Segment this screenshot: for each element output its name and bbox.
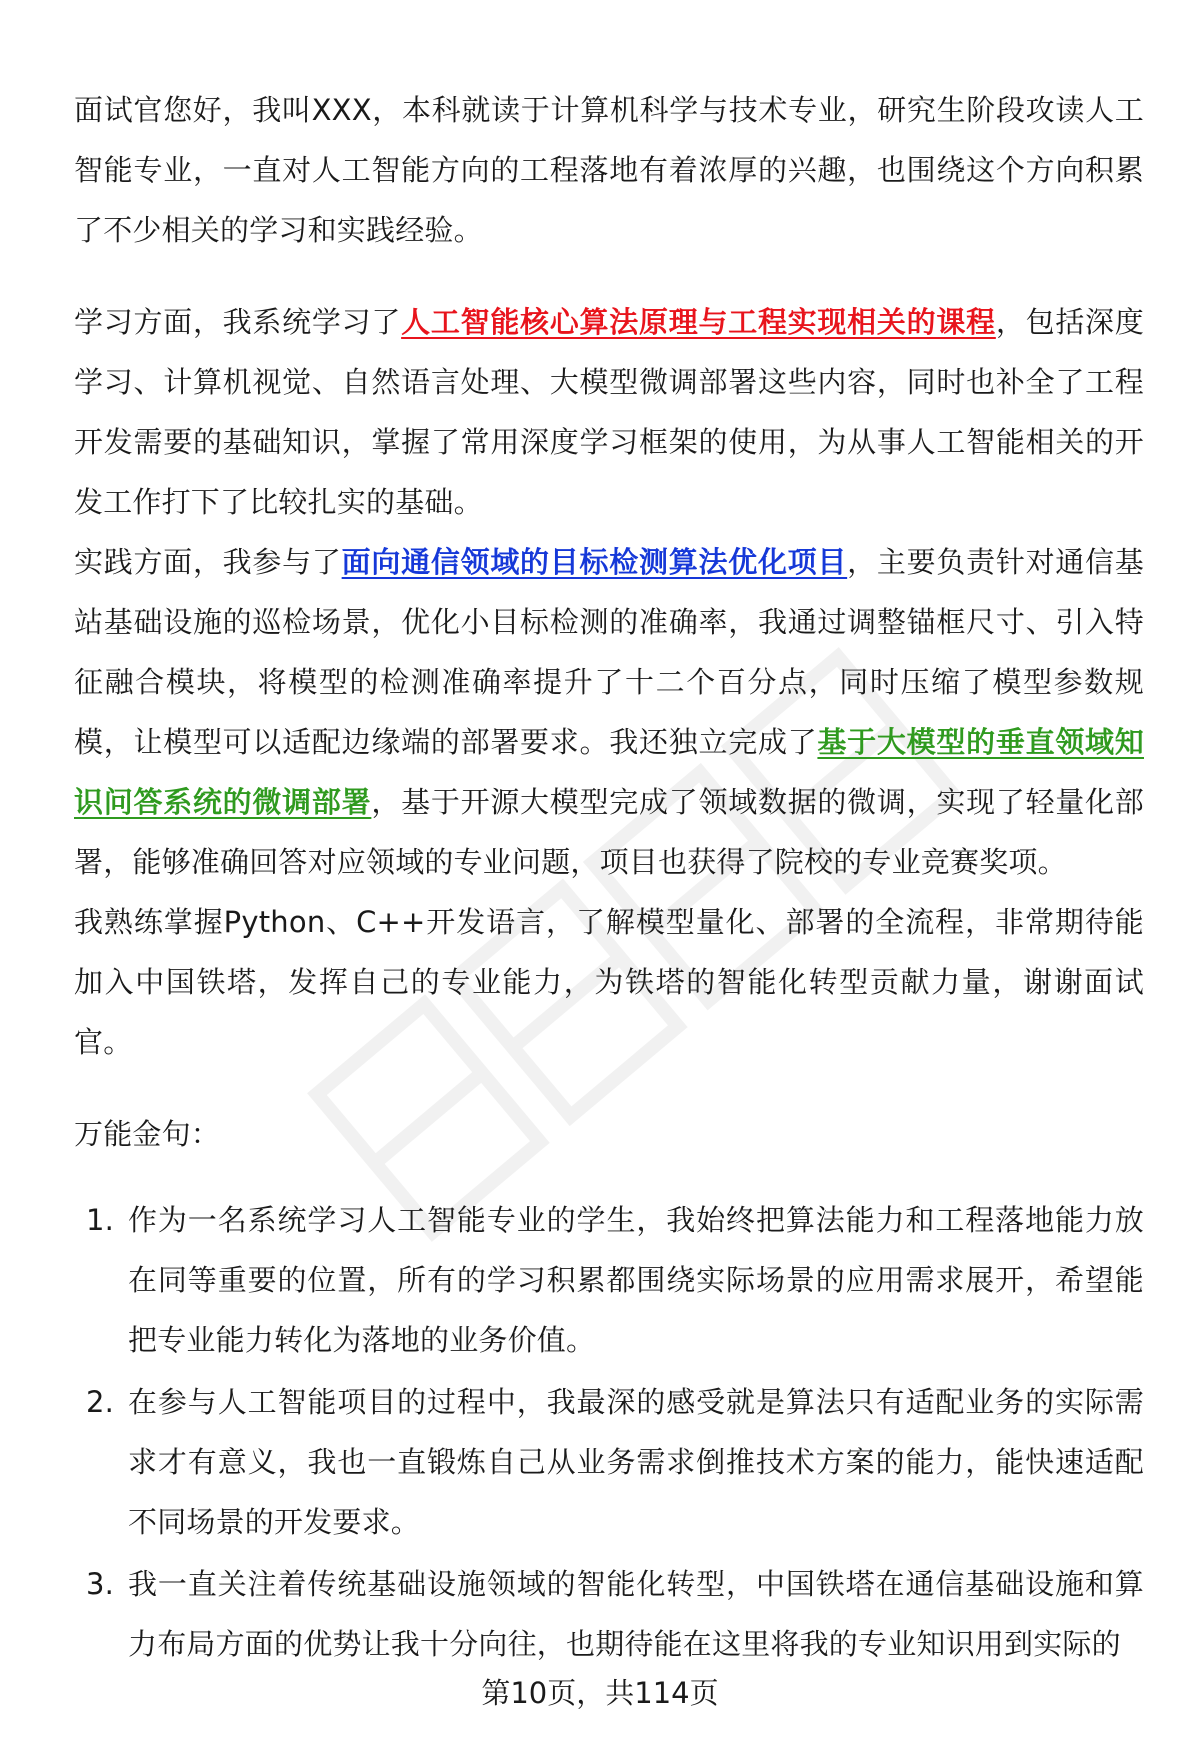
- page-number-label: 第10页，共114页: [481, 1676, 719, 1710]
- list-item-text: 在参与人工智能项目的过程中，我最深的感受就是算法只有适配业务的实际需求才有意义，我也一直锻炼自己从业务需求倒推技术方案的能力，能快速适配不同场景的开发要求。: [128, 1385, 1144, 1539]
- list-item-number: 3.: [86, 1567, 115, 1601]
- practice-paragraph: [74, 532, 1144, 892]
- practice-prefix: 实践方面，我参与了: [74, 545, 342, 579]
- study-suffix: ，包括深度学习、计算机视觉、自然语言处理、大模型微调部署这些内容，同时也补全了工程开发需要的基础知识，掌握了常用深度学习框架的使用，为从事人工智能相关的开发工作打下了比较扎实的基础。: [74, 305, 1144, 519]
- study-prefix: 学习方面，我系统学习了: [74, 305, 402, 339]
- list-item-text: 作为一名系统学习人工智能专业的学生，我始终把算法能力和工程落地能力放在同等重要的位置，所有的学习积累都围绕实际场景的应用需求展开，希望能把专业能力转化为落地的业务价值。: [128, 1203, 1144, 1357]
- practice-middle: ，主要负责针对通信基站基础设施的巡检场景，优化小目标检测的准确率，我通过调整锚框尺寸、引入特征融合模块，将模型的检测准确率提升了十二个百分点，同时压缩了模型参数规模，让模型可以适配边缘端的部署要求。我还独立完成了: [74, 545, 1144, 759]
- practice-suffix: ，基于开源大模型完成了领域数据的微调，实现了轻量化部署，能够准确回答对应领域的专业问题，项目也获得了院校的专业竞赛奖项。: [74, 785, 1144, 879]
- intro-paragraph: [74, 80, 1144, 260]
- list-item: [74, 1554, 1144, 1674]
- study-highlight: 人工智能核心算法原理与工程实现相关的课程: [401, 305, 996, 339]
- closing-text: 我熟练掌握Python、C++开发语言，了解模型量化、部署的全流程，非常期待能加入中国铁塔，发挥自己的专业能力，为铁塔的智能化转型贡献力量，谢谢面试官。: [74, 905, 1144, 1059]
- main-content: [74, 80, 1144, 1676]
- list-item: [74, 1372, 1144, 1552]
- closing-paragraph: [74, 892, 1144, 1072]
- golden-sentences-list: [74, 1190, 1144, 1674]
- list-item-number: 2.: [86, 1385, 115, 1419]
- list-item-number: 1.: [86, 1203, 115, 1237]
- list-item-text: 我一直关注着传统基础设施领域的智能化转型，中国铁塔在通信基础设施和算力布局方面的优势让我十分向往，也期待能在这里将我的专业知识用到实际的: [128, 1567, 1144, 1661]
- study-paragraph: [74, 292, 1144, 532]
- intro-text: 面试官您好，我叫XXX，本科就读于计算机科学与技术专业，研究生阶段攻读人工智能专业，一直对人工智能方向的工程落地有着浓厚的兴趣，也围绕这个方向积累了不少相关的学习和实践经验。: [74, 93, 1144, 247]
- list-item: [74, 1190, 1144, 1370]
- practice-highlight-qa-system: 基于大模型的垂直领域知识问答系统的微调部署: [74, 725, 1144, 819]
- golden-sentences-title: 万能金句：: [74, 1117, 221, 1151]
- page-footer: [0, 1668, 1200, 1718]
- practice-highlight-project: 面向通信领域的目标检测算法优化项目: [341, 545, 848, 579]
